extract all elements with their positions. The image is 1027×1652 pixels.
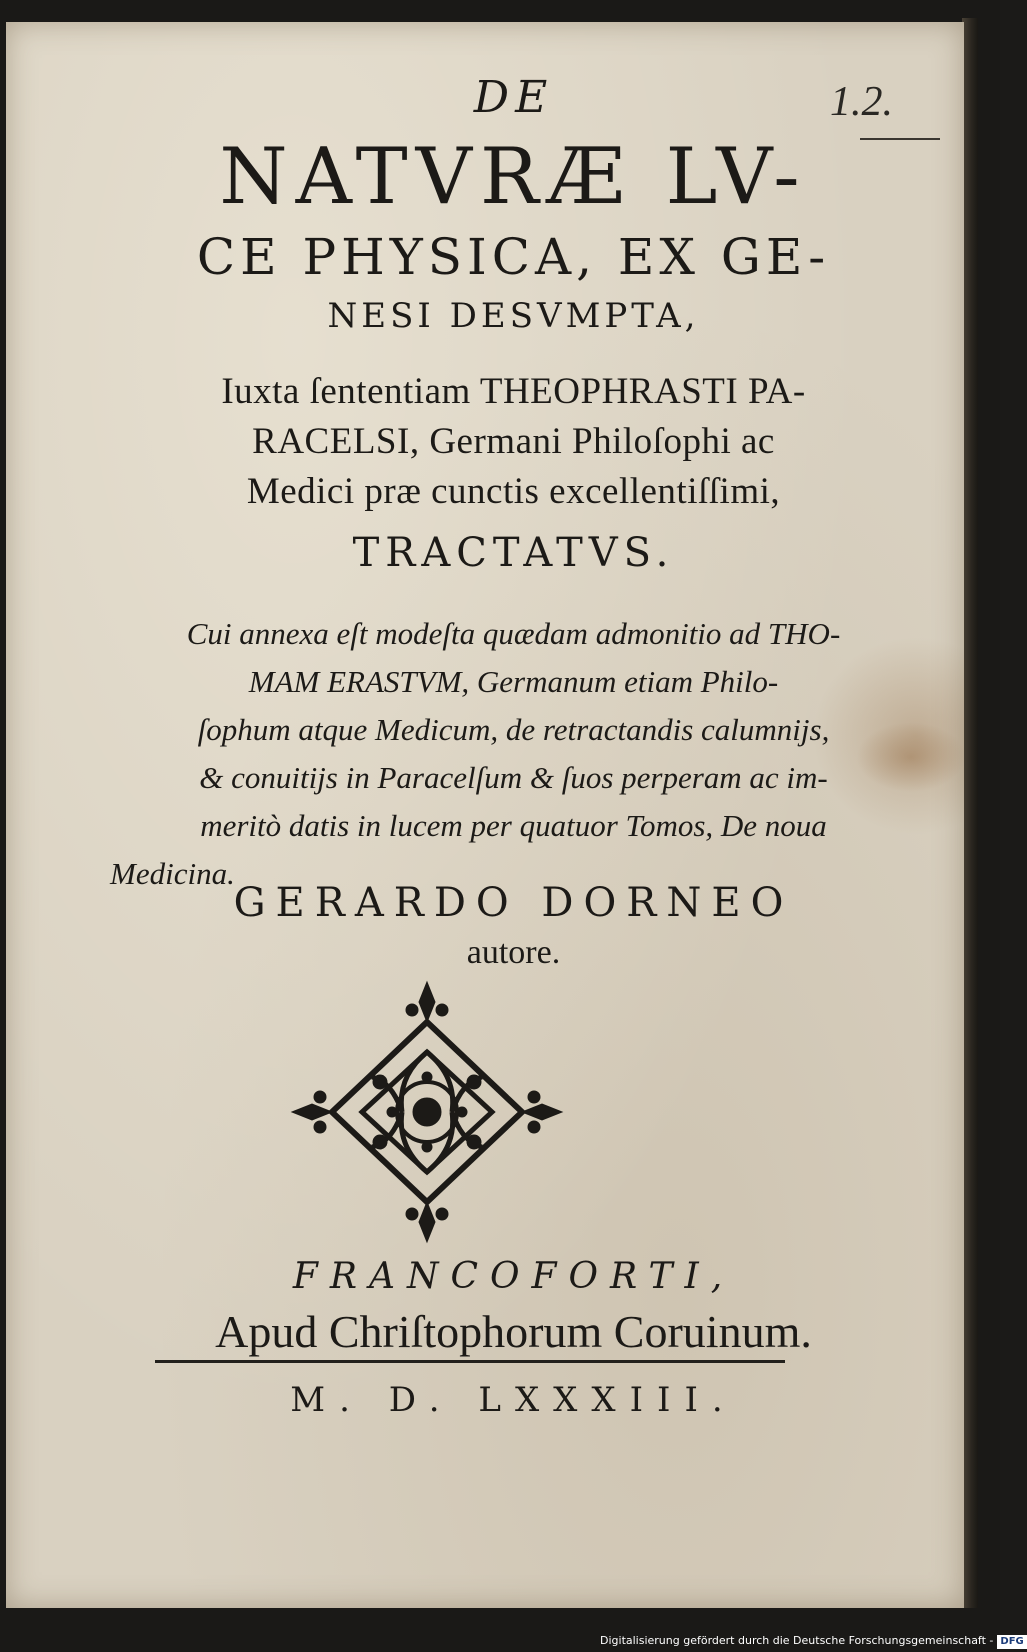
annex-line-5: meritò datis in lucem per quatuor Tomos, De noua (200, 808, 827, 843)
imprint-printer: Apud Chriſtophorum Coruinum. (215, 1306, 812, 1357)
author-name: GERARDO DORNEO (233, 880, 794, 926)
subtitle-line-3: Medici præ cunctis excellentiſſimi, (246, 471, 781, 512)
title-line-3: NESI DESVMPTA, (327, 296, 700, 336)
digitization-credit (600, 1632, 1024, 1650)
credit-text: Digitalisierung gefördert durch die Deutsche Forschungsgemeinschaft - (600, 1634, 994, 1647)
annex-line-3: ſophum atque Medicum, de retractandis calumnijs, (197, 712, 830, 747)
subtitle-line-1: Iuxta ſententiam THEOPHRASTI PA- (221, 371, 806, 412)
dfg-logo: DFG (997, 1635, 1026, 1649)
shelf-mark: 1.2. (830, 79, 893, 125)
title-line-2: CE PHYSICA, EX GE- (196, 228, 831, 286)
imprint-year: M. D. LXXXIII. (290, 1380, 737, 1420)
subtitle-line-2: RACELSI, Germani Philoſophi ac (252, 421, 775, 462)
author-role: autore. (466, 934, 561, 971)
imprint-rule (155, 1360, 785, 1363)
title-de: DE (473, 72, 554, 123)
annex-line-4: & conuitijs in Paracelſum & ſuos perperam ac im- (199, 760, 828, 795)
annex-line-1: Cui annexa eſt modeſta quædam admonitio ad THO- (186, 616, 841, 651)
annex-line-2: MAM ERASTVM, Germanum etiam Philo- (248, 664, 779, 699)
annex-line-6: Medicina. (110, 856, 235, 891)
printer-ornament-icon (292, 982, 562, 1242)
tractatus-heading: TRACTATVS. (352, 530, 675, 576)
title-line-1: NATVRÆ LV- (219, 132, 808, 222)
imprint-city: FRANCOFORTI, (292, 1256, 735, 1297)
